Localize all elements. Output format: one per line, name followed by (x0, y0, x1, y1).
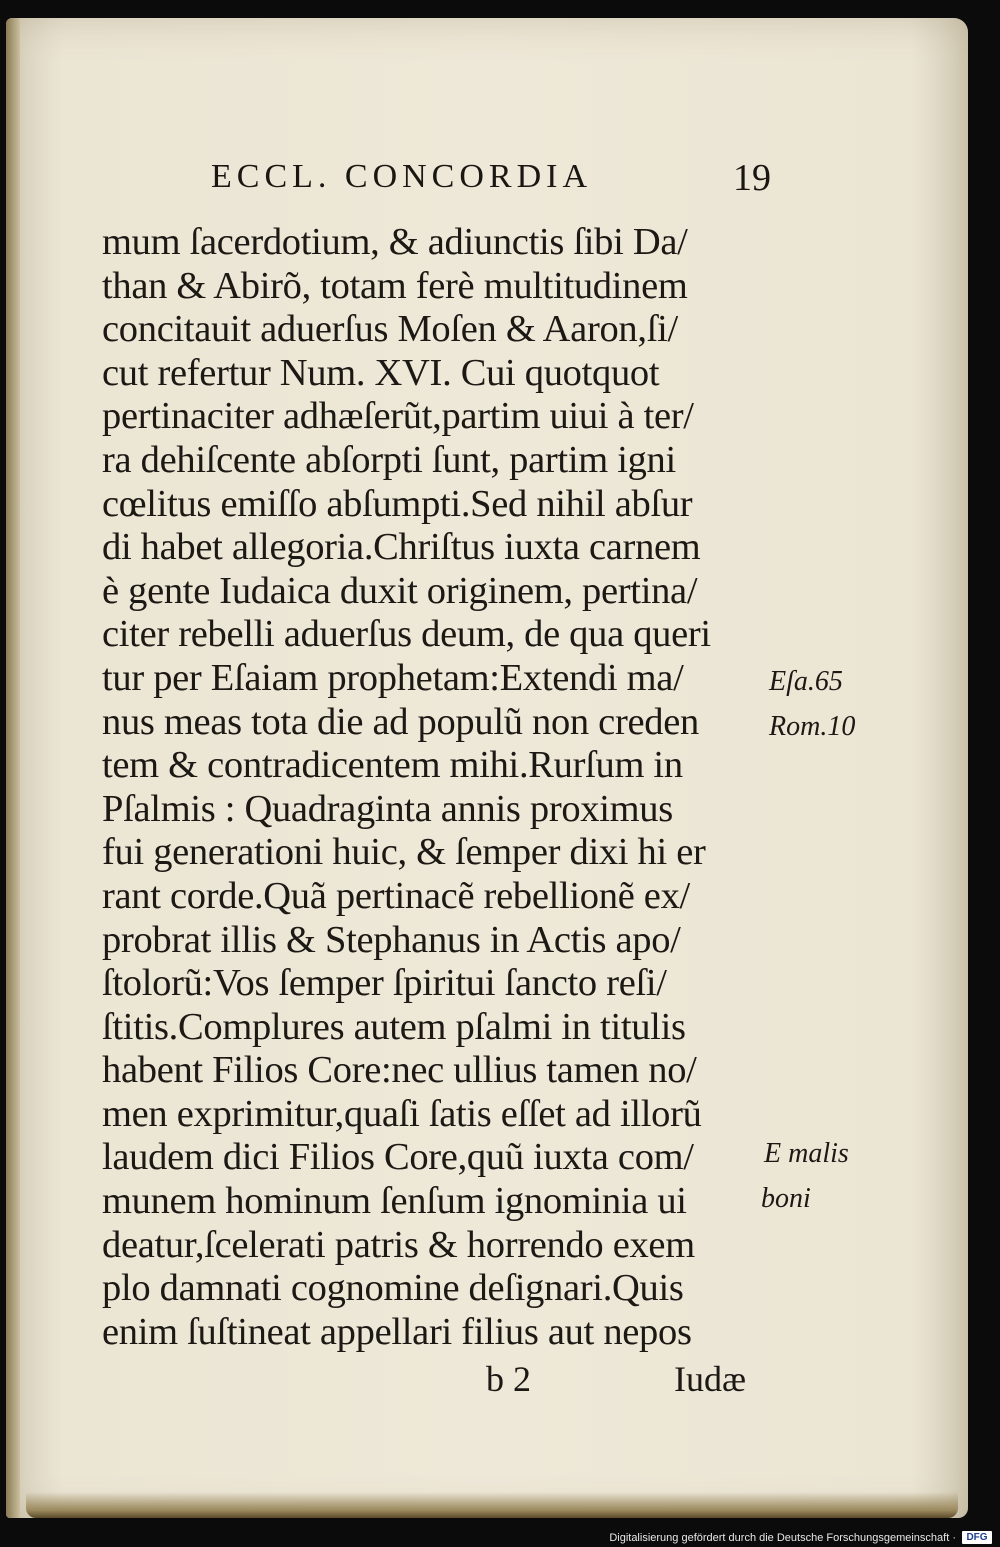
text-line: probrat illis & Stephanus in Actis apo/ (102, 918, 681, 961)
body-text (102, 221, 762, 1354)
text-line: tem & contradicentem mihi.Rurſum in (102, 744, 683, 787)
text-line: laudem dici Filios Core,quũ iuxta com/ (102, 1136, 694, 1179)
marginal-note-boni: boni (761, 1183, 811, 1214)
text-line: plo damnati cognomine deſignari.Quis (102, 1267, 684, 1310)
text-line: di habet allegoria.Chriſtus iuxta carnem (102, 526, 701, 569)
text-line: pertinaciter adhæſerũt,partim uiui à ter/ (102, 395, 694, 438)
page-header (211, 158, 771, 202)
text-line: ſtolorũ:Vos ſemper ſpiritui ſancto reſi/ (102, 962, 667, 1005)
text-line: nus meas tota die ad populũ non creden (102, 700, 699, 743)
text-line: Pſalmis : Quadraginta annis proximus (102, 787, 673, 830)
page-bottom-edge (26, 1492, 958, 1518)
text-line: citer rebelli aduerſus deum, de qua queri (102, 613, 711, 656)
text-line: fui generationi huic, & ſemper dixi hi er (102, 831, 706, 874)
text-line: than & Abirõ, totam ferè multitudinem (102, 264, 688, 307)
text-line: tur per Eſaiam prophetam:Extendi ma/ (102, 656, 684, 699)
book-page (6, 18, 968, 1518)
text-line: cut refertur Num. XVI. Cui quotquot (102, 351, 660, 394)
folio-number: 19 (733, 157, 771, 199)
text-line: men exprimitur,quaſi ſatis eſſet ad illorũ (102, 1092, 702, 1135)
text-line: ſtitis.Complures autem pſalmi in titulis (102, 1005, 686, 1048)
text-line: cœlitus emiſſo abſumpti.Sed nihil abſur (102, 482, 693, 525)
marginal-note-esaias: Eſa.65 (769, 666, 843, 697)
dfg-logo: DFG (962, 1531, 992, 1544)
text-line: ra dehiſcente abſorpti ſunt, partim igni (102, 438, 676, 481)
text-line: concitauit aduerſus Moſen & Aaron,ſi/ (102, 308, 678, 351)
catchword: Iudæ (674, 1359, 746, 1399)
digitization-credit: Digitalisierung gefördert durch die Deutsche Forschungsgemeinschaft · (609, 1532, 956, 1544)
scan-footer-bar (0, 1527, 1000, 1547)
text-line: munem hominum ſenſum ignominia ui (102, 1180, 687, 1223)
text-line: mum ſacerdotium, & adiunctis ſibi Da/ (102, 221, 688, 263)
text-line: deatur,ſcelerati patris & horrendo exem (102, 1223, 695, 1266)
running-title: ECCL. CONCORDIA (211, 158, 593, 195)
page-footer-line (486, 1358, 746, 1404)
marginal-note-e-malis: E malis (764, 1138, 849, 1169)
text-line: habent Filios Core:nec ullius tamen no/ (102, 1049, 697, 1092)
text-line: enim ſuſtineat appellari filius aut nepos (102, 1310, 692, 1353)
text-line: rant corde.Quã pertinacẽ rebellionẽ ex/ (102, 874, 690, 917)
signature-mark: b 2 (486, 1359, 531, 1399)
binding-edge (6, 18, 20, 1518)
marginal-note-romans: Rom.10 (769, 711, 856, 742)
text-line: è gente Iudaica duxit originem, pertina/ (102, 569, 698, 612)
